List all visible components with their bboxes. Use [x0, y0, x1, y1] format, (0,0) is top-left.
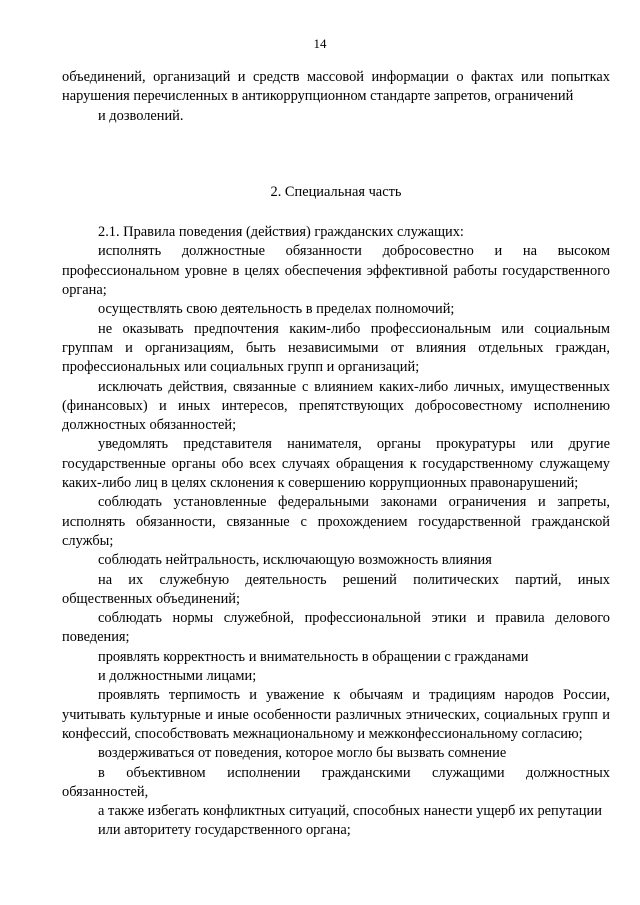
rule-item: уведомлять представителя нанимателя, органы прокуратуры или другие государственные органы обо всех случаях обращения к государственному служащему каких-либо лиц в целях склонения к совершению коррупционных правонарушений; [62, 436, 610, 492]
document-body [62, 68, 610, 841]
section-title: 2. Специальная часть [270, 183, 402, 200]
rule-item: проявлять терпимость и уважение к обычаям и традициям народов России, учитывать культурные и иные особенности различных этнических, социальных групп и конфессий, способствовать межнациональному и межконфессиональному согласию; [62, 687, 610, 742]
rule-item: соблюдать установленные федеральными законами ограничения и запреты, исполнять обязанности, связанные с прохождением государственной гражданской службы; [62, 494, 610, 549]
rule-item: в объективном исполнении гражданскими служащими должностных обязанностей, [62, 764, 610, 800]
intro-line-3: и дозволений. [98, 107, 184, 124]
rule-item: а также избегать конфликтных ситуаций, способных нанести ущерб их репутации [98, 803, 602, 820]
rule-item: воздерживаться от поведения, которое могло бы вызвать сомнение [98, 745, 507, 762]
rule-item: исполнять должностные обязанности добросовестно и на высоком профессиональном уровне в целях обеспечения эффективной работы государственного органа; [62, 243, 610, 299]
rule-item: осуществлять свою деятельность в пределах полномочий; [98, 301, 455, 318]
rules-heading: 2.1. Правила поведения (действия) гражданских служащих: [98, 224, 464, 241]
intro-line-1: объединений, организаций и средств массовой информации о фактах или попытках [62, 69, 610, 85]
rule-item: и должностными лицами; [98, 668, 257, 685]
rule-item: исключать действия, связанные с влиянием каких-либо личных, имущественных (финансовых) и иных интересов, препятствующих добросовестному исполнению должностных обязанностей; [62, 378, 610, 434]
intro-line-2: нарушения перечисленных в антикоррупционном стандарте запретов, ограничений [62, 88, 574, 105]
rule-item: проявлять корректность и внимательность в обращении с гражданами [98, 648, 529, 665]
rule-item: или авторитету государственного органа; [98, 822, 351, 839]
rule-item: соблюдать нейтральность, исключающую возможность влияния [98, 552, 492, 569]
rule-item: не оказывать предпочтения каким-либо профессиональным или социальным группам и организациям, быть независимыми от влияния отдельных граждан, профессиональных или социальных групп и организаций; [62, 320, 610, 376]
rule-item: на их служебную деятельность решений политических партий, иных общественных объединений; [62, 571, 610, 607]
page-number: 14 [313, 36, 327, 51]
rule-item: соблюдать нормы служебной, профессиональной этики и правила делового поведения; [62, 610, 610, 646]
